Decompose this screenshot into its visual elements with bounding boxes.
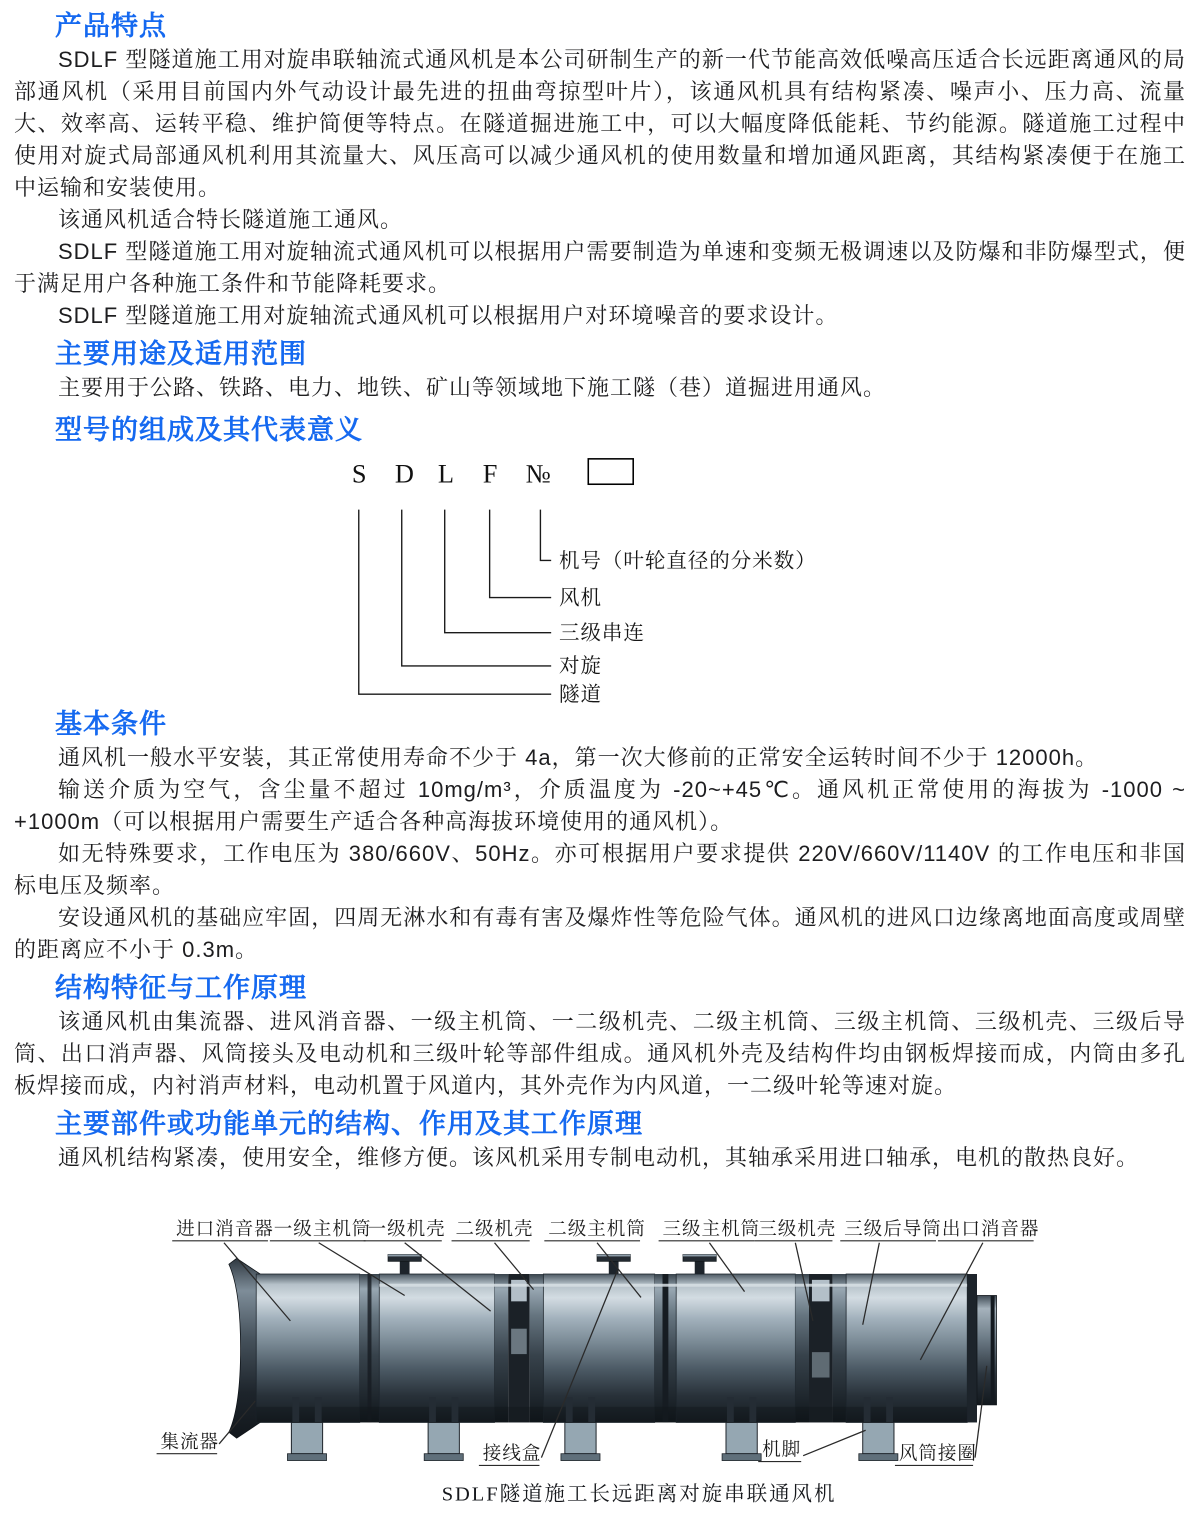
model-number-box <box>588 459 633 484</box>
para-basic-conditions-3: 如无特殊要求，工作电压为 380/660V、50Hz。亦可根据用户要求提供 220V/660V/1140V 的工作电压和非国标电压及频率。 <box>14 841 1186 898</box>
fan-top-labels <box>172 1219 1039 1241</box>
para-structure-principle-1: 该通风机由集流器、进风消音器、一级主机筒、一二级机壳、二级主机筒、三级主机筒、三级机壳、三级后导筒、出口消声器、风筒接头及电动机和三级叶轮等部件组成。通风机外壳及结构件均由钢板焊接而成，内筒由多孔板焊接而成，内衬消声材料，电动机置于风道内，其外壳作为内风道，一二级叶轮等速对旋。 <box>14 1009 1186 1098</box>
fan-section-4 <box>676 1274 795 1422</box>
para-basic-conditions-4: 安设通风机的基础应牢固，四周无淋水和有毒有害及爆炸性等危险气体。通风机的进风口边缘离地面高度或周壁的距离应不小于 0.3m。 <box>14 905 1186 962</box>
label-stage1-casing: 一级机壳 <box>367 1218 446 1240</box>
label-duct-connector-ring: 风筒接圈 <box>898 1443 977 1465</box>
model-label-tunnel: 隧道 <box>558 683 602 707</box>
flange-joint-2 <box>495 1274 509 1422</box>
para-main-parts-1: 通风机结构紧凑，使用安全，维修方便。该风机采用专制电动机，其轴承采用进口轴承，电机的散热良好。 <box>58 1145 1140 1170</box>
para-product-features-4: SDLF 型隧道施工用对旋轴流式通风机可以根据用户对环境噪音的要求设计。 <box>58 303 839 328</box>
label-stage3-casing: 三级机壳 <box>758 1218 837 1240</box>
fan-section-1 <box>256 1274 360 1422</box>
model-letter-no: № <box>525 459 551 489</box>
label-machine-foot: 机脚 <box>762 1439 802 1461</box>
heading-structure-principle: 结构特征与工作原理 <box>55 973 307 1003</box>
para-product-features-3: SDLF 型隧道施工用对旋轴流式通风机可以根据用户需要制造为单速和变频无极调速以及防爆和非防爆型式，便于满足用户各种施工条件和节能降耗要求。 <box>14 239 1186 296</box>
model-label-counter-rotating: 对旋 <box>558 654 602 678</box>
label-stage3-main-cylinder: 三级主机筒 <box>662 1218 761 1240</box>
heading-main-uses: 主要用途及适用范围 <box>55 339 307 369</box>
heading-model-composition: 型号的组成及其代表意义 <box>55 415 363 445</box>
fan-section-3 <box>543 1274 654 1422</box>
top-lug-3 <box>683 1254 716 1274</box>
label-inlet-silencer: 进口消音器 <box>176 1218 274 1240</box>
para-main-uses-1: 主要用于公路、铁路、电力、地铁、矿山等领域地下施工隧（巷）道掘进用通风。 <box>58 375 887 400</box>
heading-product-features: 产品特点 <box>55 11 167 41</box>
label-stage2-casing: 二级机壳 <box>455 1218 534 1240</box>
model-letter-f: F <box>482 459 498 489</box>
fan-structure-diagram <box>14 1202 1186 1514</box>
model-letter-s: S <box>351 459 367 489</box>
label-collector: 集流器 <box>160 1431 220 1453</box>
label-terminal-box: 接线盒 <box>482 1443 542 1465</box>
model-label-machine-no: 机号（叶轮直径的分米数） <box>558 549 817 573</box>
heading-basic-conditions: 基本条件 <box>55 709 167 739</box>
model-meaning-labels <box>559 549 817 706</box>
model-leader-lines <box>359 510 551 695</box>
label-stage1-main-cylinder: 一级主机筒 <box>273 1218 372 1240</box>
label-stage2-main-cylinder: 二级主机筒 <box>548 1218 646 1240</box>
heading-main-parts: 主要部件或功能单元的结构、作用及其工作原理 <box>55 1109 643 1139</box>
model-composition-diagram <box>14 448 1186 708</box>
para-product-features-2: 该通风机适合特长隧道施工通风。 <box>58 207 404 232</box>
inlet-bell <box>229 1258 260 1438</box>
model-label-fan: 风机 <box>558 586 602 610</box>
model-label-three-stage-series: 三级串连 <box>558 621 645 645</box>
para-product-features-1: SDLF 型隧道施工用对旋串联轴流式通风机是本公司研制生产的新一代节能高效低噪高压适合长远距离通风的局部通风机（采用目前国内外气动设计最先进的扭曲弯掠型叶片），该通风机具有结构紧凑、噪声小、压力高、流量大、效率高、运转平稳、维护简便等特点。在隧道掘进施工中，可以大幅度降低能耗、节约能源。隧道施工过程中使用对旋式局部通风机利用其流量大、风压高可以减少通风机的使用数量和增加通风距离，其结构紧凑便于在施工中运输和安装使用。 <box>14 47 1186 200</box>
fan-body <box>229 1254 997 1460</box>
para-basic-conditions-2: 输送介质为空气，含尘量不超过 10mg/m³，介质温度为 -20~+45℃。通风机正常使用的海拔为 -1000 ~ +1000m（可以根据用户需要生产适合各种高海拔环境使用的通风机）。 <box>14 777 1186 834</box>
label-outlet-silencer: 出口消音器 <box>941 1218 1040 1240</box>
top-lug-1 <box>388 1254 421 1274</box>
label-stage3-rear-guide: 三级后导筒 <box>844 1218 942 1240</box>
fan-section-2 <box>379 1274 494 1422</box>
model-letters <box>352 459 551 488</box>
model-letter-l: L <box>437 459 454 489</box>
fan-diagram-caption: SDLF隧道施工长远距离对旋串联通风机 <box>441 1483 837 1506</box>
model-letter-d: D <box>394 459 414 489</box>
para-basic-conditions-1: 通风机一般水平安装，其正常使用寿命不少于 4a，第一次大修前的正常安全运转时间不少于 12000h。 <box>58 745 1099 770</box>
